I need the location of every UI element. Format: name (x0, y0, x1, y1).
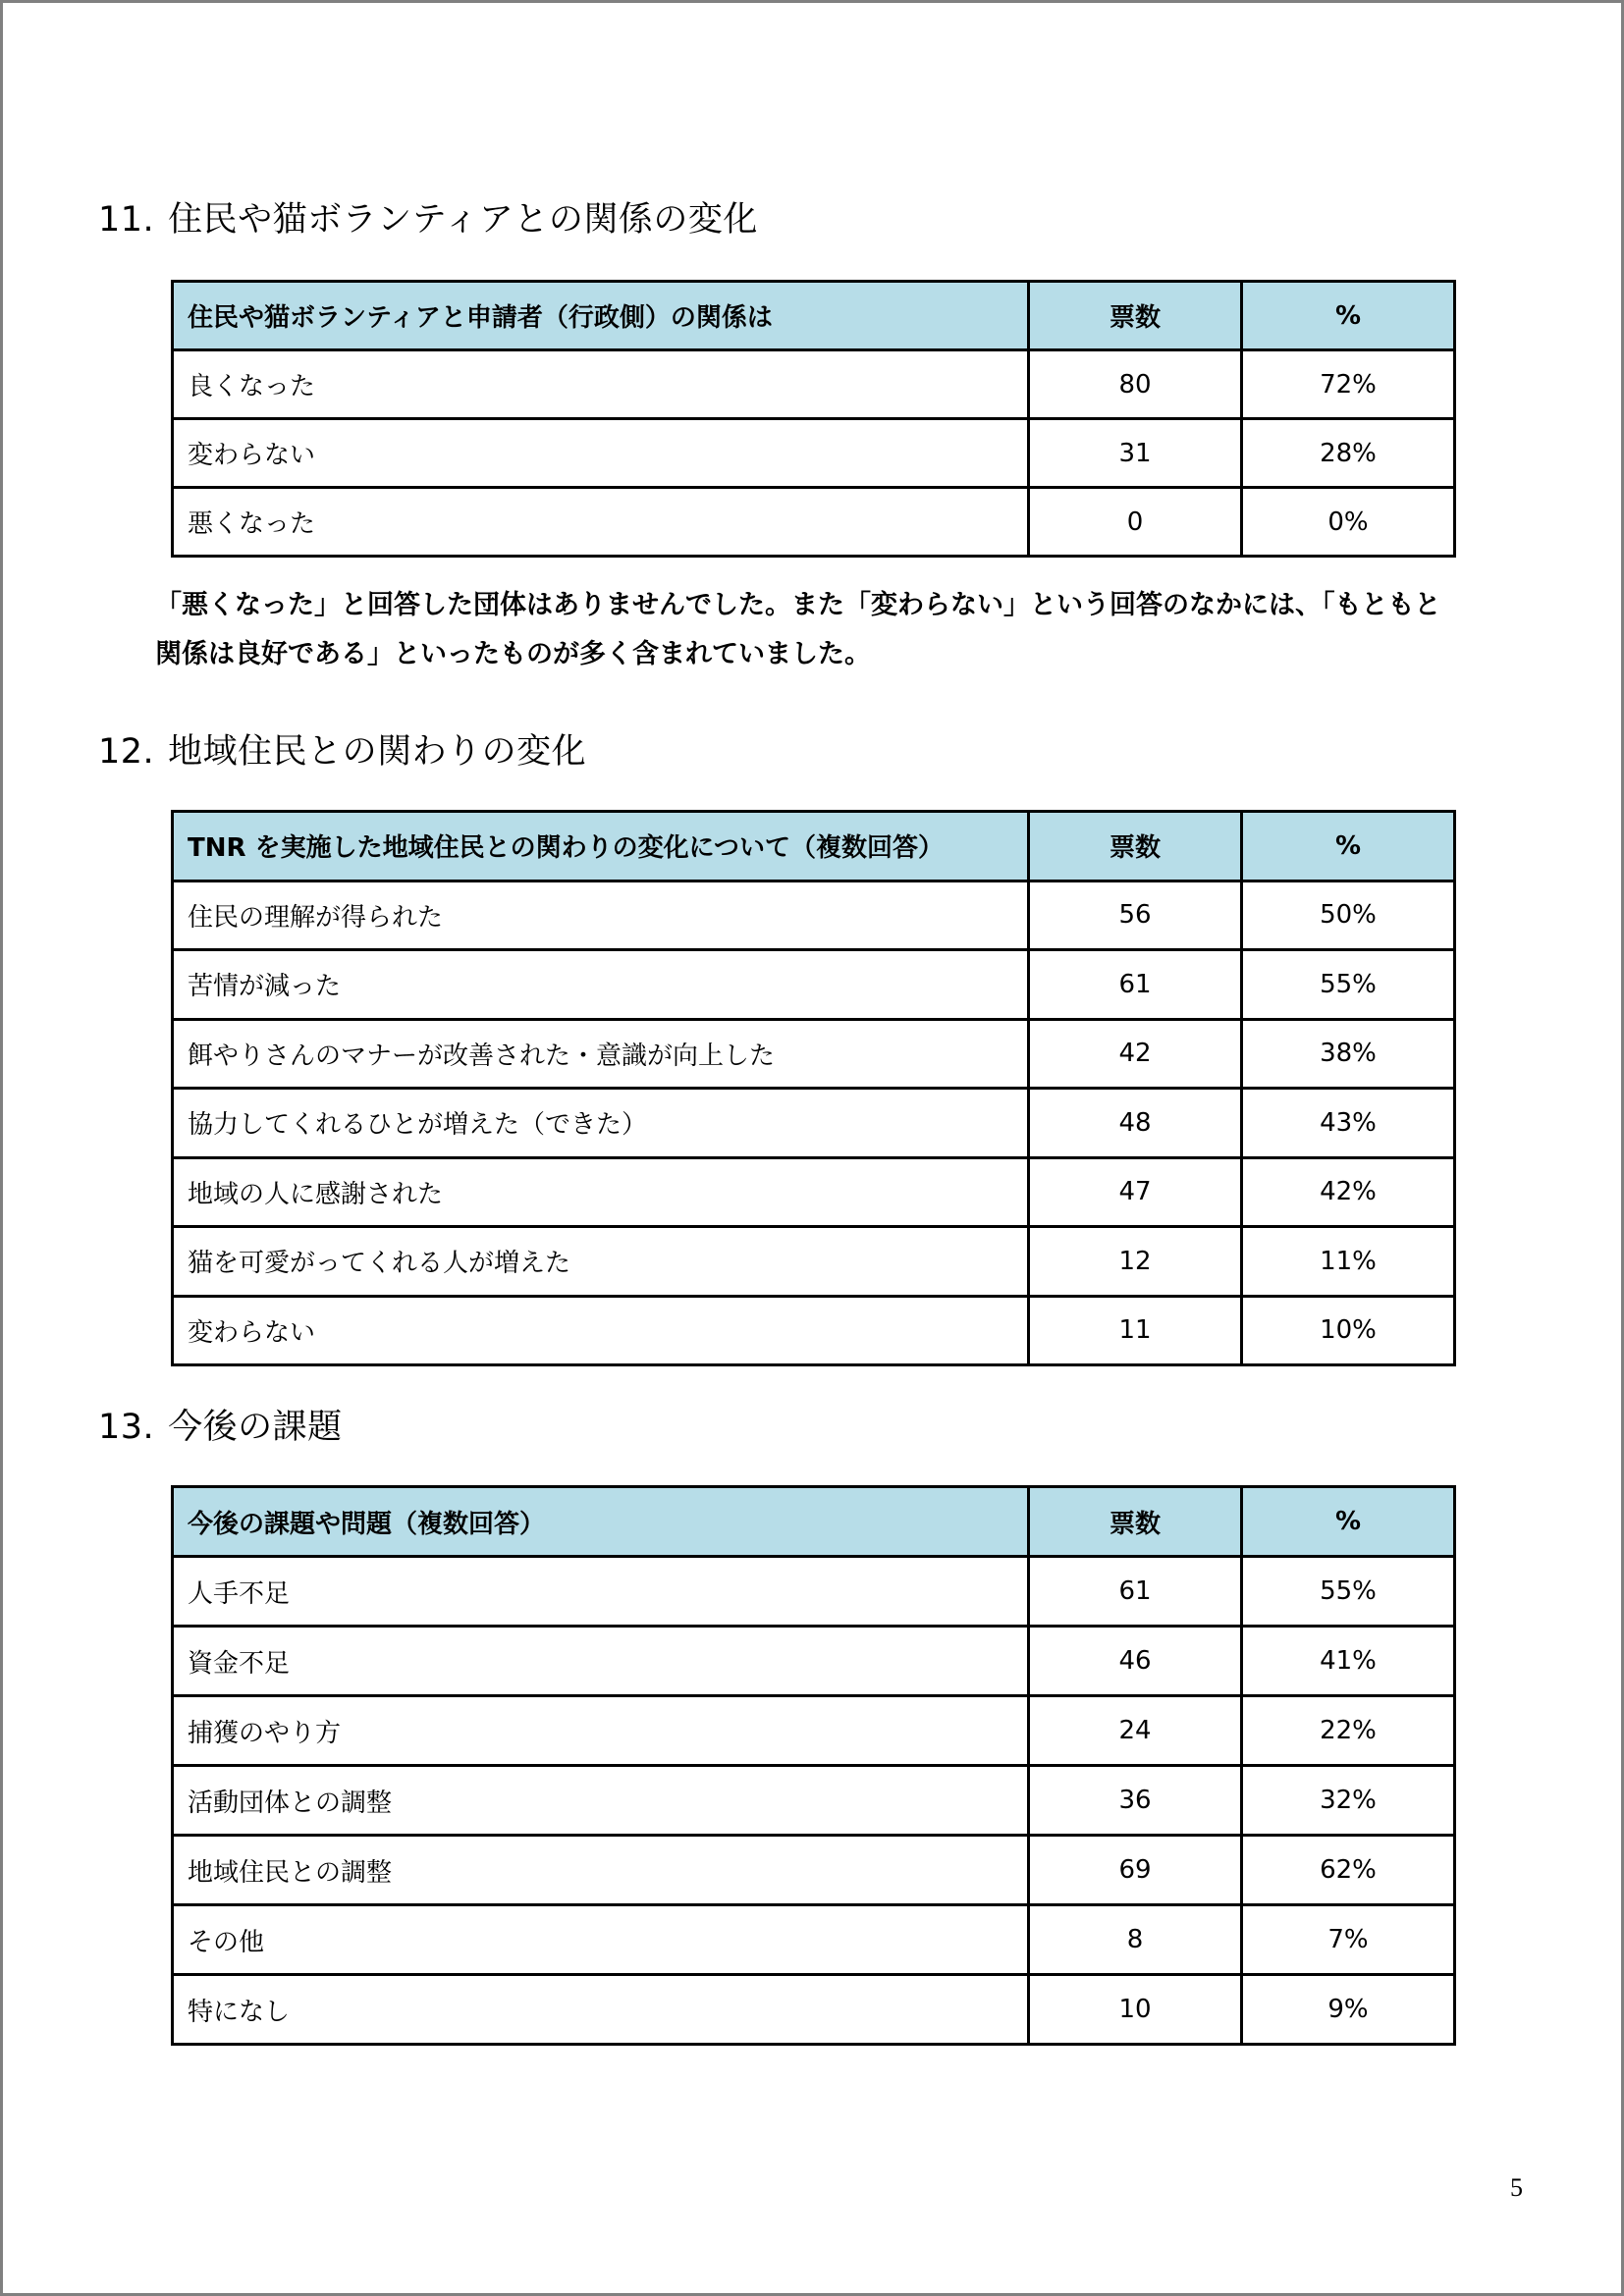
row-percent: 11% (1242, 1227, 1455, 1297)
table-row (173, 350, 1455, 419)
row-percent: 7% (1242, 1905, 1455, 1975)
table-row (173, 1557, 1455, 1627)
row-percent: 55% (1242, 1557, 1455, 1627)
row-percent: 55% (1242, 950, 1455, 1020)
section-number: 13. (98, 1408, 155, 1447)
table-row (173, 1227, 1455, 1297)
row-percent: 43% (1242, 1089, 1455, 1158)
column-header-percent: % (1242, 282, 1455, 350)
table-row (173, 881, 1455, 950)
column-header-question: 住民や猫ボランティアと申請者（行政側）の関係は (173, 282, 1029, 350)
table-row (173, 1836, 1455, 1905)
community-relations-table (171, 810, 1456, 1366)
row-percent: 22% (1242, 1696, 1455, 1766)
table-row (173, 1019, 1455, 1089)
column-header-question: TNR を実施した地域住民との関わりの変化について（複数回答） (173, 812, 1029, 881)
row-percent: 62% (1242, 1836, 1455, 1905)
row-votes: 80 (1029, 350, 1242, 419)
row-label: 資金不足 (173, 1627, 1029, 1696)
row-label: 捕獲のやり方 (173, 1696, 1029, 1766)
section-number: 12. (98, 732, 155, 772)
row-votes: 11 (1029, 1296, 1242, 1365)
row-label: 協力してくれるひとが増えた（できた） (173, 1089, 1029, 1158)
relationship-change-table (171, 280, 1456, 558)
section-13-heading (98, 1400, 343, 1449)
row-percent: 41% (1242, 1627, 1455, 1696)
row-label: 地域の人に感謝された (173, 1157, 1029, 1227)
row-percent: 50% (1242, 881, 1455, 950)
table-header-row (173, 1487, 1455, 1557)
section-title: 地域住民との関わりの変化 (168, 732, 587, 772)
table-row (173, 1975, 1455, 2045)
section-number: 11. (98, 200, 155, 240)
row-votes: 61 (1029, 1557, 1242, 1627)
table-row (173, 419, 1455, 488)
page-number: 5 (1510, 2173, 1523, 2202)
row-label: 苦情が減った (173, 950, 1029, 1020)
column-header-votes: 票数 (1029, 812, 1242, 881)
row-votes: 47 (1029, 1157, 1242, 1227)
section-title: 今後の課題 (168, 1408, 343, 1447)
row-votes: 46 (1029, 1627, 1242, 1696)
table-row (173, 1627, 1455, 1696)
row-votes: 0 (1029, 488, 1242, 557)
row-percent: 42% (1242, 1157, 1455, 1227)
row-percent: 28% (1242, 419, 1455, 488)
row-votes: 31 (1029, 419, 1242, 488)
row-votes: 24 (1029, 1696, 1242, 1766)
row-votes: 48 (1029, 1089, 1242, 1158)
table-row (173, 1766, 1455, 1836)
section-title: 住民や猫ボランティアとの関係の変化 (168, 200, 758, 240)
row-percent: 9% (1242, 1975, 1455, 2045)
row-label: その他 (173, 1905, 1029, 1975)
row-label: 餌やりさんのマナーが改善された・意識が向上した (173, 1019, 1029, 1089)
column-header-percent: % (1242, 1487, 1455, 1557)
table-header-row (173, 812, 1455, 881)
future-issues-table (171, 1485, 1456, 2046)
row-votes: 69 (1029, 1836, 1242, 1905)
column-header-question: 今後の課題や問題（複数回答） (173, 1487, 1029, 1557)
table-header-row (173, 282, 1455, 350)
table-row (173, 1296, 1455, 1365)
row-label: 変わらない (173, 419, 1029, 488)
table-row (173, 1089, 1455, 1158)
row-votes: 36 (1029, 1766, 1242, 1836)
table-row (173, 488, 1455, 557)
row-label: 活動団体との調整 (173, 1766, 1029, 1836)
section-11-heading (98, 192, 758, 241)
row-percent: 10% (1242, 1296, 1455, 1365)
section-12-heading (98, 724, 586, 774)
table-row (173, 1696, 1455, 1766)
row-votes: 42 (1029, 1019, 1242, 1089)
table-row (173, 1157, 1455, 1227)
row-percent: 32% (1242, 1766, 1455, 1836)
row-votes: 10 (1029, 1975, 1242, 2045)
section-11-note (155, 581, 1490, 679)
row-label: 悪くなった (173, 488, 1029, 557)
row-votes: 8 (1029, 1905, 1242, 1975)
row-label: 良くなった (173, 350, 1029, 419)
column-header-percent: % (1242, 812, 1455, 881)
row-percent: 0% (1242, 488, 1455, 557)
row-label: 住民の理解が得られた (173, 881, 1029, 950)
table-row (173, 950, 1455, 1020)
row-label: 猫を可愛がってくれる人が増えた (173, 1227, 1029, 1297)
note-line: 「悪くなった」と回答した団体はありませんでした。また「変わらない」という回答のなかには、「もともと (155, 590, 1441, 620)
column-header-votes: 票数 (1029, 282, 1242, 350)
row-votes: 56 (1029, 881, 1242, 950)
column-header-votes: 票数 (1029, 1487, 1242, 1557)
row-label: 地域住民との調整 (173, 1836, 1029, 1905)
row-votes: 61 (1029, 950, 1242, 1020)
row-label: 特になし (173, 1975, 1029, 2045)
row-percent: 72% (1242, 350, 1455, 419)
table-row (173, 1905, 1455, 1975)
note-line: 関係は良好である」といったものが多く含まれていました。 (155, 639, 871, 669)
row-percent: 38% (1242, 1019, 1455, 1089)
row-votes: 12 (1029, 1227, 1242, 1297)
row-label: 人手不足 (173, 1557, 1029, 1627)
row-label: 変わらない (173, 1296, 1029, 1365)
